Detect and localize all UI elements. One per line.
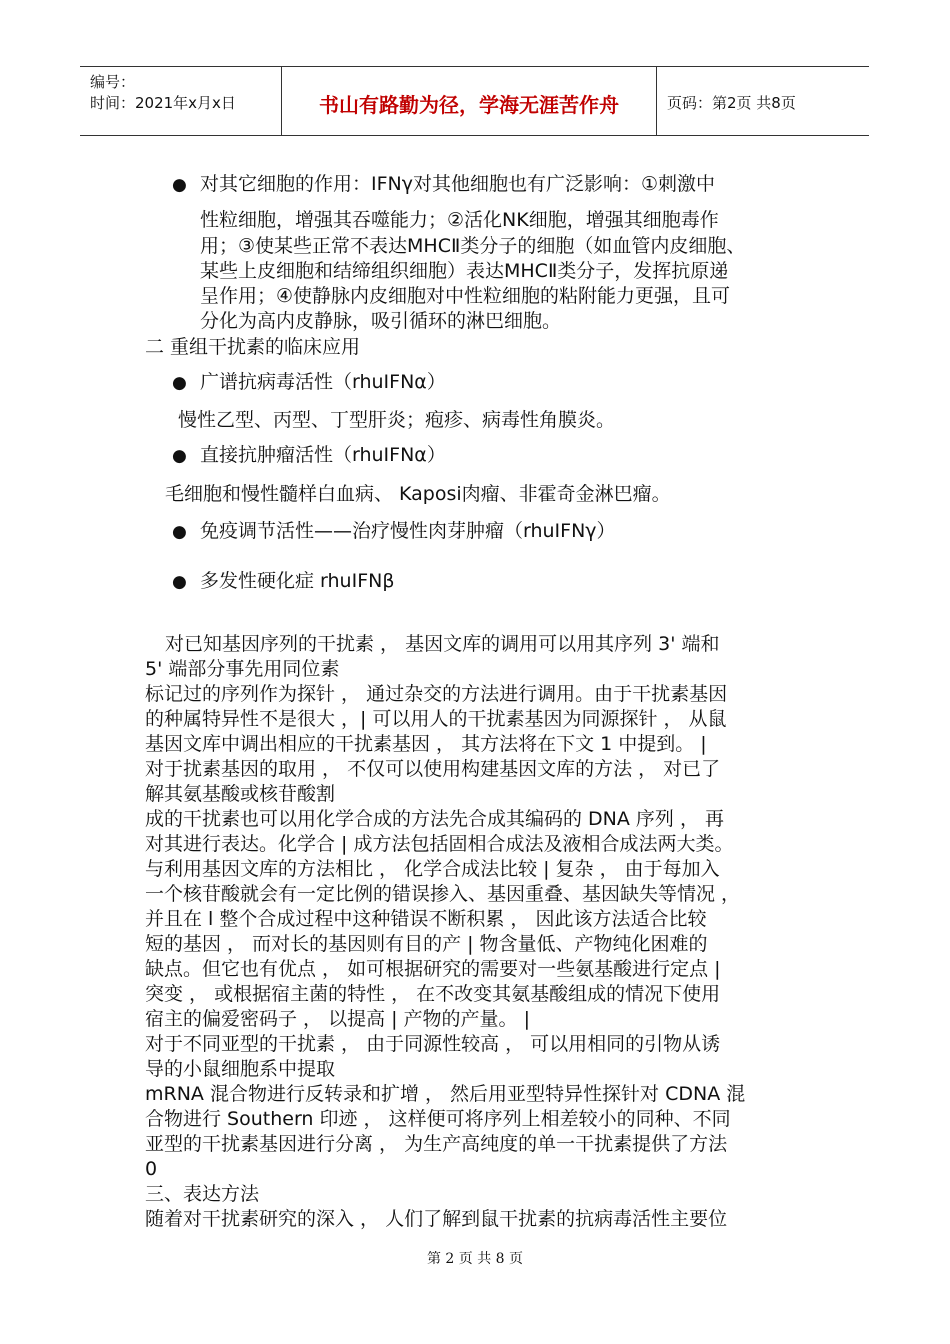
text-line: 毛细胞和慢性髓样白血病、 Kaposi肉瘤、非霍奇金淋巴瘤。 [165,483,671,505]
bullet-icon: ● [172,522,187,542]
text-line: 导的小鼠细胞系中提取 [145,1058,336,1080]
text-line: 呈作用；④使静脉内皮细胞对中性粒细胞的粘附能力更强，且可 [200,285,731,307]
text-line: 用；③使某些正常不表达MHCⅡ类分子的细胞（如血管内皮细胞、 [200,235,746,257]
text-line: 对已知基因序列的干扰素 ， 基因文库的调用可以用其序列 3' 端和 [165,633,720,655]
bullet-item: 直接抗肿瘤活性（rhuIFNα） [200,444,446,466]
text-line: 慢性乙型、丙型、丁型肝炎；疱疹、病毒性角膜炎。 [178,409,616,431]
page-header [80,66,869,136]
bullet-item: 多发性硬化症 rhuIFNβ [200,570,395,592]
bullet-icon: ● [172,446,187,466]
text-line: 解其氨基酸或核苷酸割 [145,783,336,805]
text-line: 的种属特异性不是很大 ，| 可以用人的干扰素基因为同源探针 ， 从鼠 [145,708,727,730]
text-line: 性粒细胞，增强其吞噬能力；②活化NK细胞，增强其细胞毒作 [200,209,719,231]
text-line: 分化为高内皮静脉，吸引循环的淋巴细胞。 [200,310,562,332]
text-line: 成的干扰素也可以用化学合成的方法先合成其编码的 DNA 序列 ， 再 [145,808,725,830]
text-line: 亚型的干扰素基因进行分离 ， 为生产高纯度的单一干扰素提供了方法 [145,1133,728,1155]
text-line: 随着对干扰素研究的深入 ， 人们了解到鼠干扰素的抗病毒活性主要位 [145,1208,728,1230]
text-line: mRNA 混合物进行反转录和扩增 ， 然后用亚型特异性探针对 CDNA 混 [145,1083,746,1105]
text-line: 并且在 l 整个合成过程中这种错误不断积累 ， 因此该方法适合比较 [145,908,707,930]
bullet-item: 广谱抗病毒活性（rhuIFNα） [200,371,446,393]
text-line: 对于不同亚型的干扰素 ， 由于同源性较高 ， 可以用相同的引物从诱 [145,1033,721,1055]
text-line: 标记过的序列作为探针 ， 通过杂交的方法进行调用。由于干扰素基因 [145,683,728,705]
text-line: 基因文库中调出相应的干扰素基因 ， 其方法将在下文 1 中提到。 | [145,733,707,755]
text-line: 对其它细胞的作用：IFNγ对其他细胞也有广泛影响：①刺激中 [200,173,716,195]
text-line: 对其进行表达。化学合 | 成方法包括固相合成法及液相合成法两大类。 [145,833,734,855]
text-line: 合物进行 Southern 印迹 ， 这样便可将序列上相差较小的同种、不同 [145,1108,731,1130]
text-line: 0 [145,1158,158,1180]
text-line: 一个核苷酸就会有一定比例的错误掺入、基因重叠、基因缺失等情况 ， [145,883,741,905]
header-page-number: 页码：第2页 共8页 [667,93,796,112]
text-line: 某些上皮细胞和结缔组织细胞）表达MHCⅡ类分子，发挥抗原递 [200,260,729,282]
text-line: 对于扰素基因的取用 ， 不仅可以使用构建基因文库的方法 ， 对已了 [145,758,721,780]
bullet-icon: ● [172,373,187,393]
bullet-icon: ● [172,175,187,195]
text-line: 与利用基因文库的方法相比 ， 化学合成法比较 | 复杂 ， 由于每加入 [145,858,720,880]
code-label: 编号： [90,73,136,91]
text-line: 宿主的偏爱密码子 ， 以提高 | 产物的产量。 | [145,1008,531,1030]
section-heading: 三、表达方法 [145,1183,260,1205]
text-line: 5' 端部分事先用同位素 [145,658,340,680]
date-label: 时间：2021年x月x日 [90,94,236,112]
text-line: 突变 ， 或根据宿主菌的特性 ， 在不改变其氨基酸组成的情况下使用 [145,983,721,1005]
text-line: 短的基因 ， 而对长的基因则有目的产 | 物含量低、产物纯化困难的 [145,933,708,955]
header-motto: 书山有路勤为径，学海无涯苦作舟 [282,67,657,135]
section-heading: 二 重组干扰素的临床应用 [145,336,361,358]
header-meta [80,67,282,135]
bullet-item: 免疫调节活性——治疗慢性肉芽肿瘤（rhuIFNγ） [200,520,616,542]
bullet-icon: ● [172,572,187,592]
page-footer: 第 2 页 共 8 页 [426,1251,524,1267]
text-line: 缺点。但它也有优点 ， 如可根据研究的需要对一些氨基酸进行定点 | [145,958,721,980]
